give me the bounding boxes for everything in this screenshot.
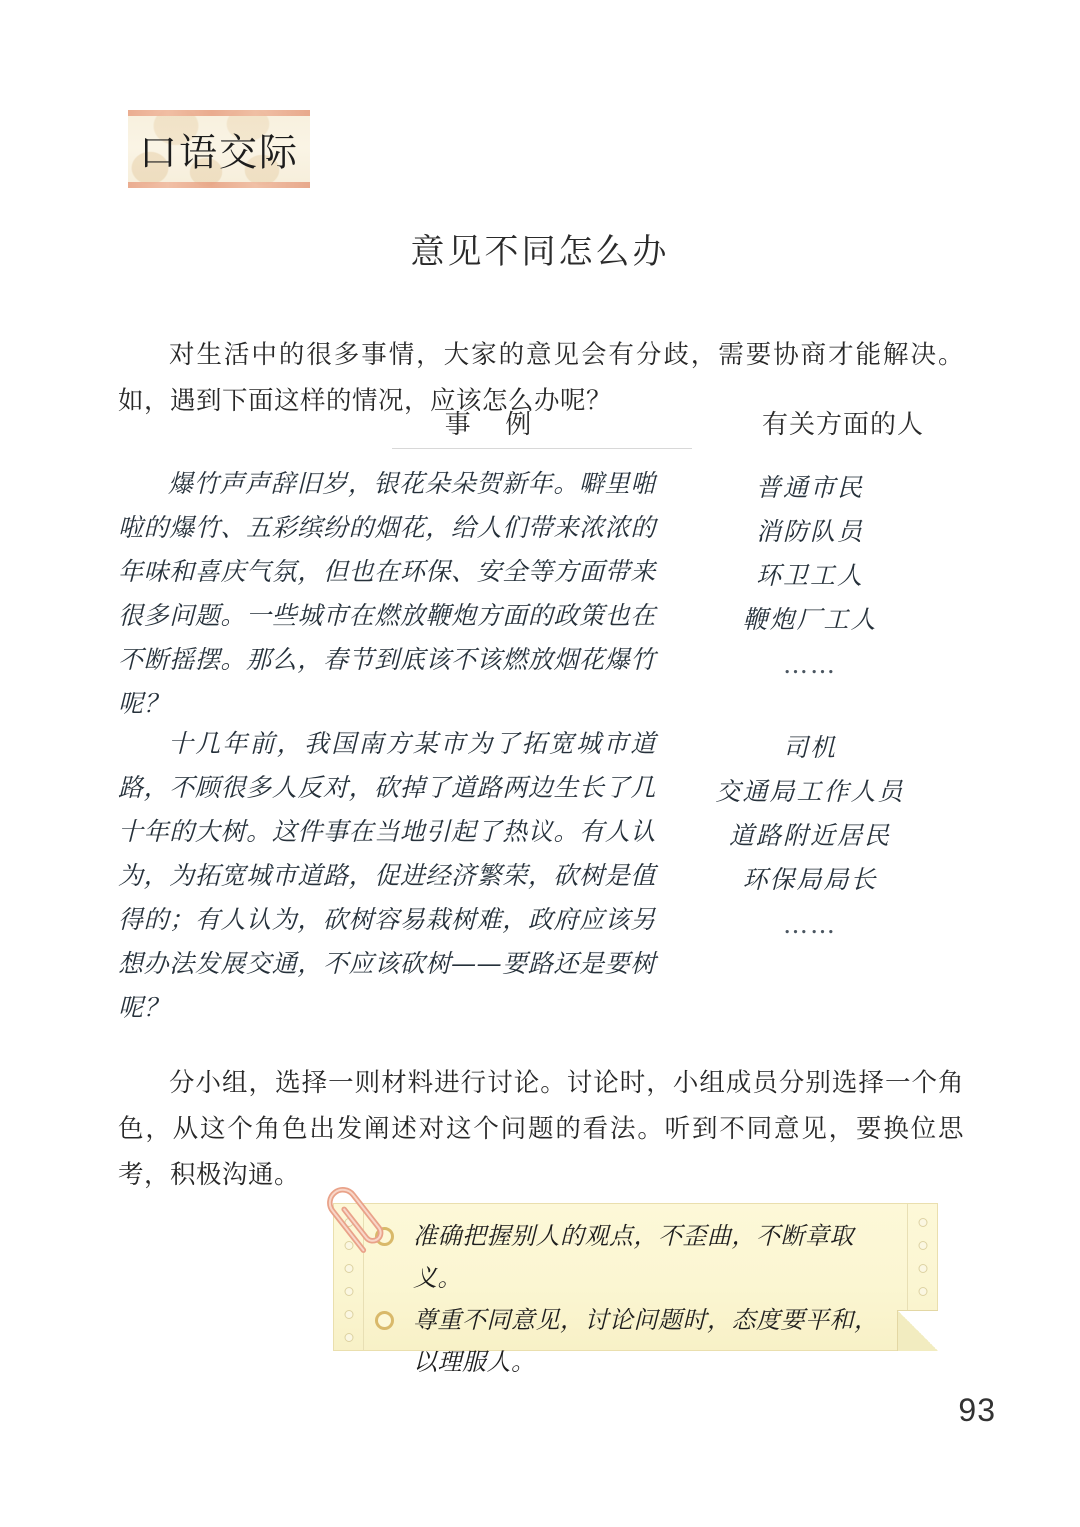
list-ellipsis: …… — [783, 910, 837, 939]
perforation-hole — [344, 1310, 353, 1319]
list-item: 环卫工人 — [755, 561, 864, 590]
column-header-case: 事 例 — [444, 410, 546, 439]
perforation-hole — [344, 1287, 353, 1296]
table-row — [118, 462, 964, 726]
section-banner-label: 口语交际 — [138, 132, 299, 175]
list-item: 司机 — [782, 733, 837, 762]
perforation-hole — [344, 1264, 353, 1273]
list-item: 普通市民 — [755, 473, 864, 502]
case-row-1-zone — [118, 462, 964, 726]
intro-paragraph: 对生活中的很多事情，大家的意见会有分歧，需要协商才能解决。如，遇到下面这样的情况，应该怎么办呢？ — [118, 339, 964, 415]
page-number: 93 — [958, 1392, 996, 1428]
case-people-1 — [656, 462, 964, 688]
closing-paragraph-block — [118, 1034, 964, 1223]
perforation-hole — [918, 1241, 927, 1250]
perforation-hole — [918, 1264, 927, 1273]
perforation-hole — [344, 1333, 353, 1342]
header-divider — [392, 448, 692, 449]
list-item: 道路附近居民 — [728, 821, 891, 850]
case-text-2: 十几年前，我国南方某市为了拓宽城市道路，不顾很多人反对，砍掉了道路两边生长了几十年的大树。这件事在当地引起了热议。有人认为，为拓宽城市道路，促进经济繁荣，砍树是值得的；有人认为，砍树容易栽树难，政府应该另想办法发展交通，不应该砍树——要路还是要树呢？ — [118, 729, 656, 1022]
table-row — [118, 722, 964, 1030]
perforation-strip-left — [334, 1204, 364, 1350]
tips-list — [371, 1215, 898, 1376]
case-people-2 — [656, 722, 964, 948]
perforation-hole — [344, 1218, 353, 1227]
closing-paragraph: 分小组，选择一则材料进行讨论。讨论时，小组成员分别选择一个角色，从这个角色出发阐述对这个问题的看法。听到不同意见，要换位思考，积极沟通。 — [118, 1067, 964, 1189]
list-item — [371, 1215, 898, 1299]
tip-text: 尊重不同意见，讨论问题时，态度要平和，以理服人。 — [413, 1306, 879, 1376]
cases-table-header — [118, 404, 964, 448]
list-item — [371, 1299, 898, 1383]
column-header-people: 有关方面的人 — [761, 410, 924, 439]
ring-bullet-icon — [375, 1227, 394, 1246]
list-item: 消防队员 — [755, 517, 864, 546]
tip-text: 准确把握别人的观点，不歪曲，不断章取义。 — [413, 1222, 854, 1292]
folded-corner-icon — [897, 1310, 938, 1351]
list-item: 鞭炮厂工人 — [742, 605, 878, 634]
perforation-hole — [918, 1218, 927, 1227]
section-banner — [128, 110, 310, 188]
case-row-2-zone — [118, 722, 964, 1030]
tips-note-card — [333, 1203, 938, 1376]
ring-bullet-icon — [375, 1311, 394, 1330]
list-ellipsis: …… — [783, 650, 837, 679]
perforation-hole — [344, 1241, 353, 1250]
page-title: 意见不同怎么办 — [410, 234, 670, 271]
list-item: 环保局局长 — [742, 865, 878, 894]
case-text-1: 爆竹声声辞旧岁，银花朵朵贺新年。噼里啪啦的爆竹、五彩缤纷的烟花，给人们带来浓浓的年味和喜庆气氛，但也在环保、安全等方面带来很多问题。一些城市在燃放鞭炮方面的政策也在不断摇摆。那么，春节到底该不该燃放烟花爆竹呢？ — [118, 469, 656, 718]
list-item: 交通局工作人员 — [715, 777, 905, 806]
perforation-hole — [918, 1287, 927, 1296]
